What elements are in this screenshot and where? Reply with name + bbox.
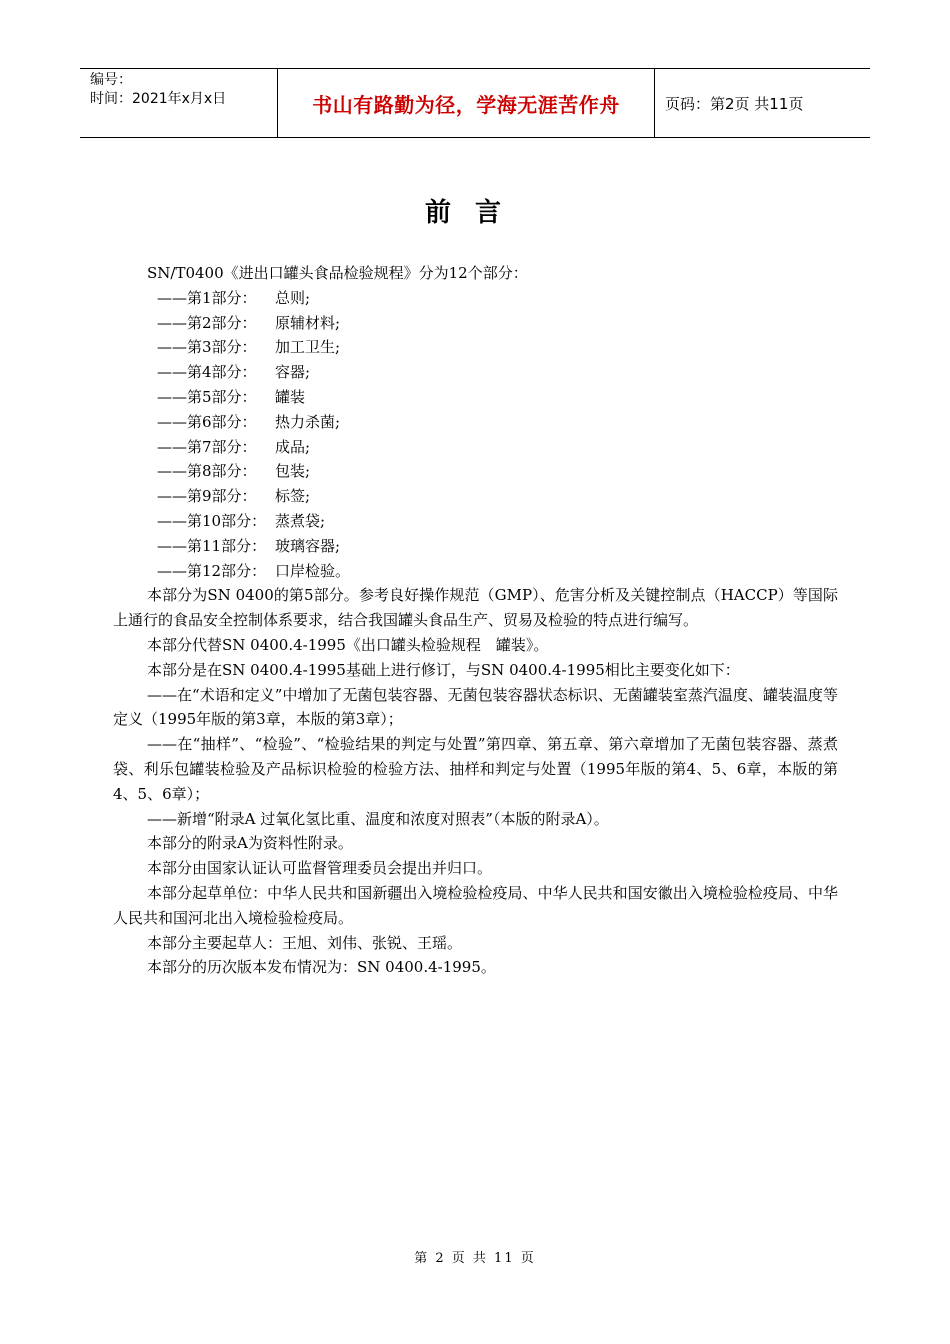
page-footer: 第 2 页 共 11 页: [414, 1251, 536, 1266]
part-name: 容器;: [275, 363, 311, 382]
part-number: ——第1部分：: [157, 288, 257, 307]
part-name: 原辅材料;: [275, 313, 341, 332]
part-number: ——第3部分：: [157, 338, 257, 357]
part-name: 玻璃容器;: [275, 536, 341, 555]
body-paragraph: 本部分主要起草人：王旭、刘伟、张锐、王瑶。: [147, 933, 463, 952]
part-item: [113, 385, 838, 410]
part-item: [113, 286, 838, 311]
part-item: [113, 534, 838, 559]
page-header: [80, 68, 870, 138]
part-number: ——第10部分：: [157, 511, 267, 530]
part-name: 包装;: [275, 462, 311, 481]
part-item: [113, 484, 838, 509]
part-item: [113, 559, 838, 584]
part-number: ——第5部分：: [157, 387, 257, 406]
part-number: ——第12部分：: [157, 561, 267, 580]
part-number: ——第7部分：: [157, 437, 257, 456]
body-paragraph: 本部分是在SN 0400.4-1995基础上进行修订，与SN 0400.4-1995相比主要变化如下：: [147, 660, 740, 679]
part-item: [113, 335, 838, 360]
intro-paragraph: SN/T0400《进出口罐头食品检验规程》分为12个部分：: [147, 264, 528, 282]
body-paragraph: 本部分为SN 0400的第5部分。参考良好操作规范（GMP）、危害分析及关键控制点（HACCP）等国际上通行的食品安全控制体系要求，结合我国罐头食品生产、贸易及检验的特点进行编写。: [113, 586, 838, 630]
body-paragraph: ——在“抽样”、“检验”、“检验结果的判定与处置”第四章、第五章、第六章增加了无菌包装容器、蒸煮袋、利乐包罐装检验及产品标识检验的检验方法、抽样和判定与处置（1995年版的第4、5、6章，本版的第4、5、6章）；: [113, 735, 838, 803]
time-label: 时间：2021年x月x日: [90, 91, 227, 107]
header-page-info: 页码：第2页 共11页: [665, 94, 804, 113]
part-item: [113, 435, 838, 460]
motto: 书山有路勤为径，学海无涯苦作舟: [312, 92, 620, 117]
body-paragraph: 本部分代替SN 0400.4-1995《出口罐头检验规程 罐装》。: [147, 635, 549, 654]
part-name: 口岸检验。: [275, 561, 351, 580]
page-title: 前言: [424, 198, 525, 228]
part-name: 蒸煮袋;: [275, 511, 326, 530]
body-paragraph: ——新增“附录A 过氧化氢比重、温度和浓度对照表”（本版的附录A）。: [147, 809, 609, 828]
part-number: ——第11部分：: [157, 536, 267, 555]
part-name: 热力杀菌;: [275, 412, 341, 431]
header-meta: [80, 69, 277, 137]
part-name: 加工卫生;: [275, 338, 341, 357]
part-number: ——第4部分：: [157, 363, 257, 382]
part-item: [113, 410, 838, 435]
part-number: ——第6部分：: [157, 412, 257, 431]
body-paragraph: 本部分由国家认证认可监督管理委员会提出并归口。: [147, 859, 493, 878]
part-item: [113, 360, 838, 385]
body-paragraph: ——在“术语和定义”中增加了无菌包装容器、无菌包装容器状态标识、无菌罐装室蒸汽温度、罐装温度等定义（1995年版的第3章，本版的第3章）；: [113, 685, 838, 729]
part-number: ——第2部分：: [157, 313, 257, 332]
body-paragraph: 本部分的历次版本发布情况为：SN 0400.4-1995。: [147, 958, 496, 977]
document-body: [113, 261, 838, 980]
body-paragraph: 本部分起草单位：中华人民共和国新疆出入境检验检疫局、中华人民共和国安徽出入境检验检疫局、中华人民共和国河北出入境检验检疫局。: [113, 883, 838, 927]
part-item: [113, 509, 838, 534]
part-number: ——第8部分：: [157, 462, 257, 481]
part-name: 成品;: [275, 437, 311, 456]
part-number: ——第9部分：: [157, 487, 257, 506]
part-name: 标签;: [275, 487, 311, 506]
part-item: [113, 459, 838, 484]
header-motto-cell: [277, 69, 655, 137]
part-name: 罐装: [275, 387, 306, 406]
part-name: 总则;: [275, 288, 311, 307]
number-label: 编号：: [90, 72, 132, 88]
part-item: [113, 311, 838, 336]
body-paragraph: 本部分的附录A为资料性附录。: [147, 834, 353, 853]
